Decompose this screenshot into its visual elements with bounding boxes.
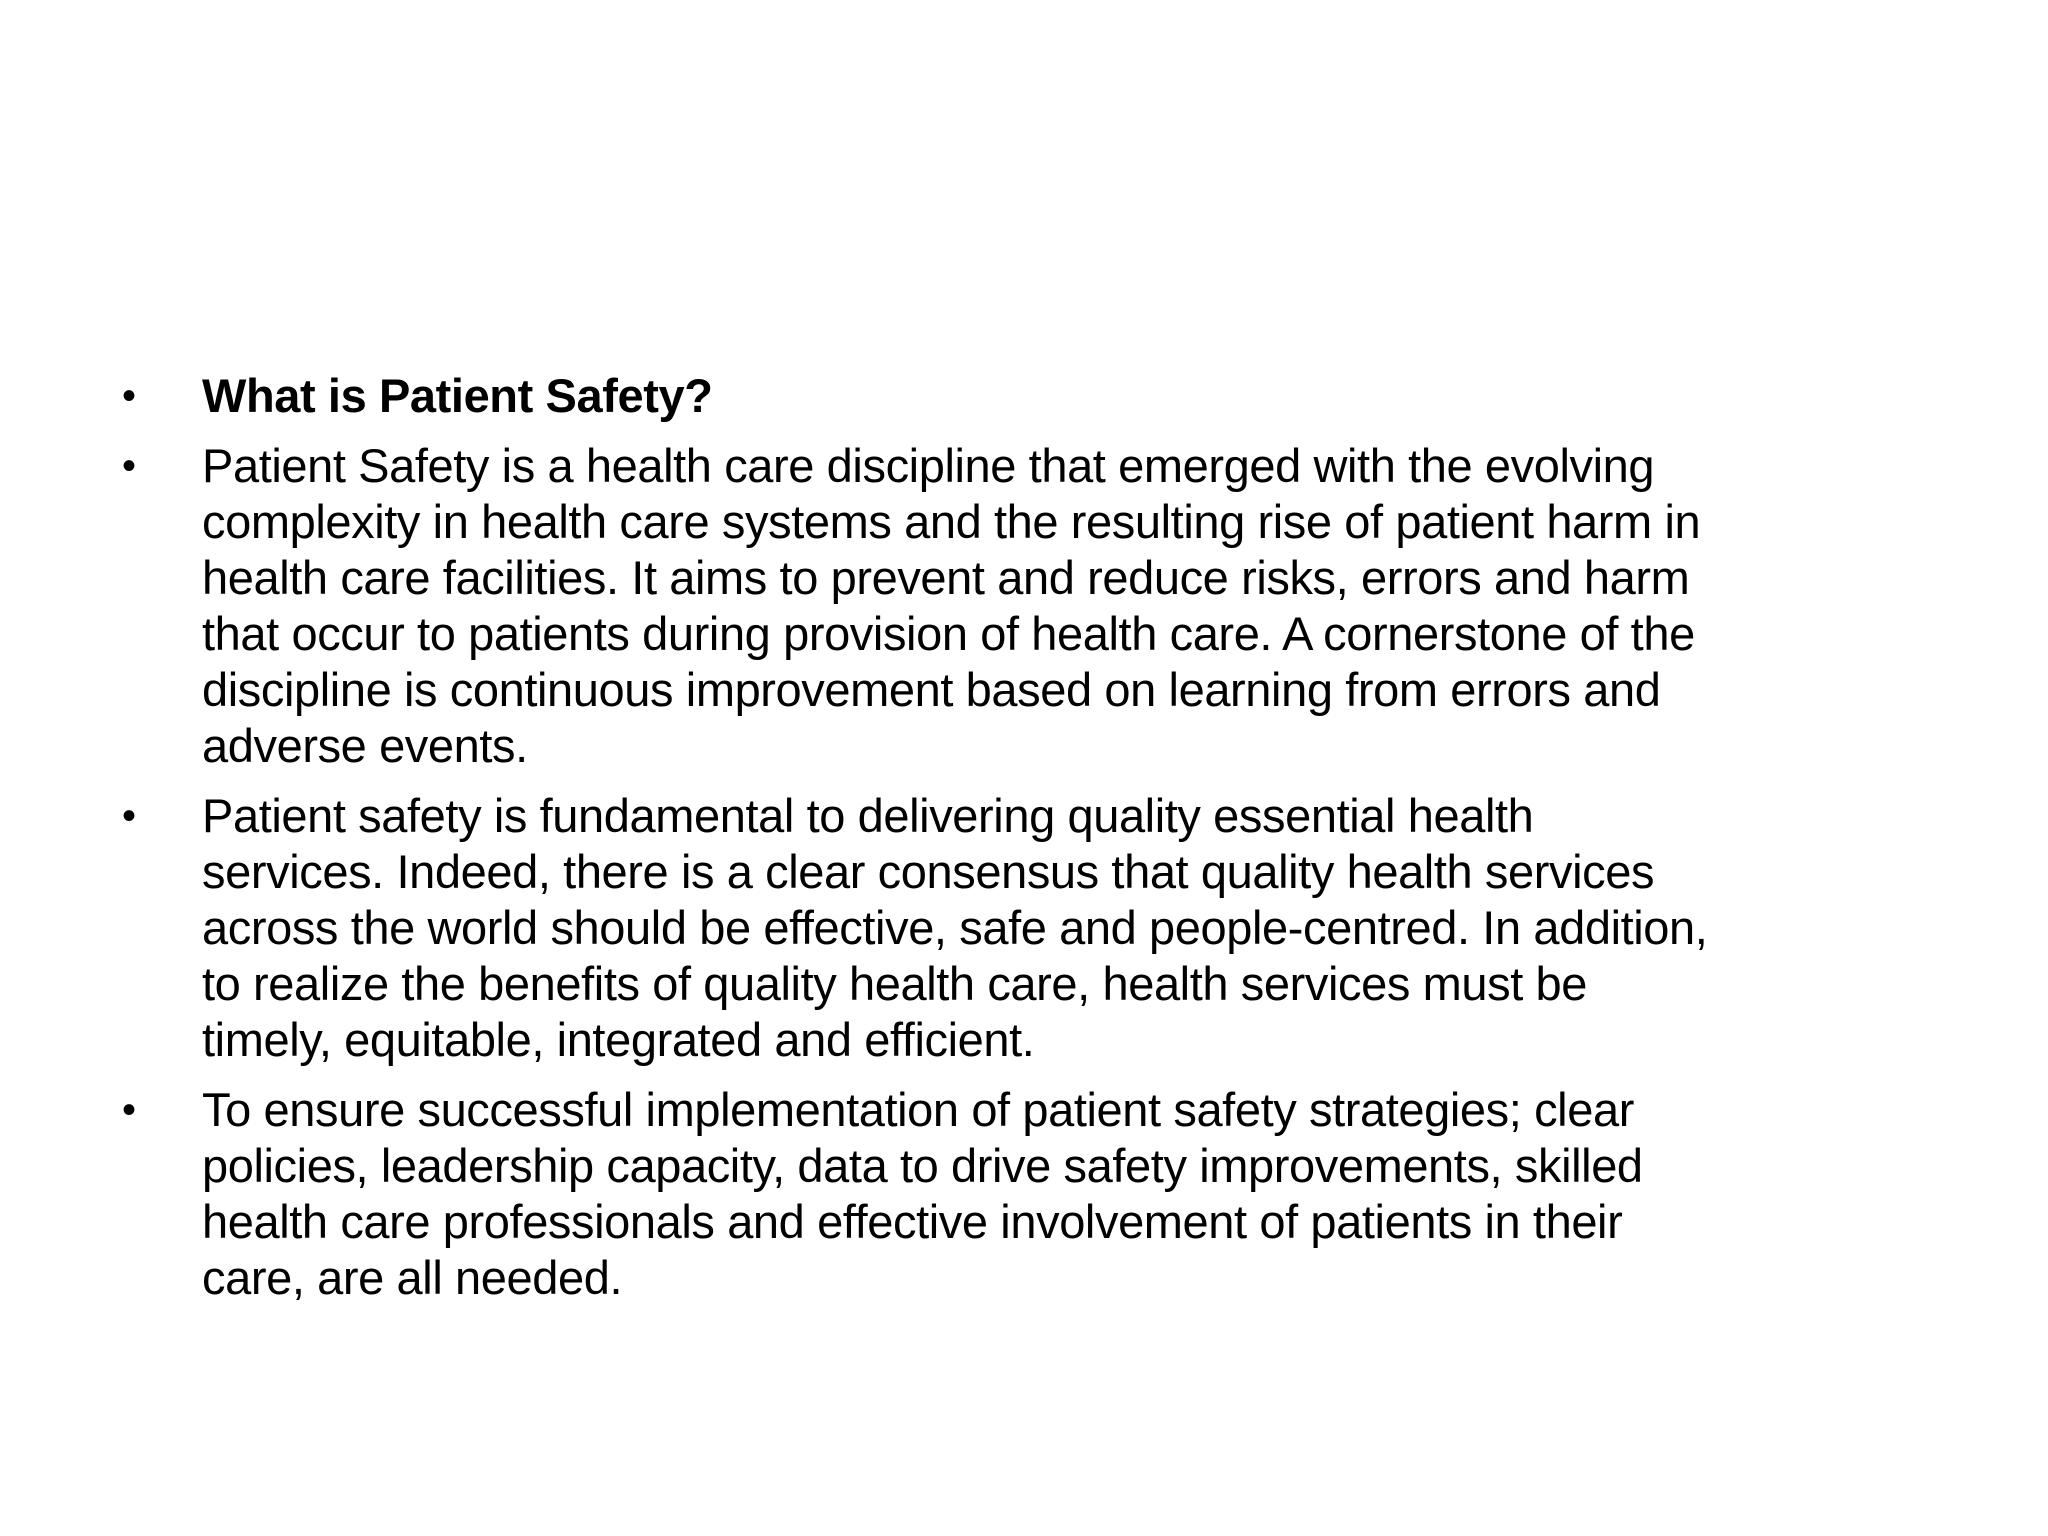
implementation-text: To ensure successful implementation of patient safety strategies; clear policies, leadership capacity, data to drive safety improvements, skilled health care professionals and effective involvement of patients in their care, are all needed. bbox=[202, 1083, 1643, 1304]
bullet-marker: • bbox=[122, 444, 137, 488]
bullet-marker: • bbox=[122, 794, 137, 838]
quality-text: Patient safety is fundamental to delivering quality essential health services. Indeed, there is a clear consensus that quality health services across the world should be effective, safe and people-centred. In addition, to realize the benefits of quality health care, health services must be timely, equitable, integrated and efficient. bbox=[202, 789, 1708, 1066]
heading-text: What is Patient Safety? bbox=[202, 369, 713, 422]
bullet-marker: • bbox=[122, 1088, 137, 1132]
bullet-item-definition bbox=[122, 438, 1962, 774]
bullet-item-quality bbox=[122, 788, 1962, 1068]
definition-text: Patient Safety is a health care discipline that emerged with the evolving complexity in health care systems and the resulting rise of patient harm in health care facilities. It aims to prevent and reduce risks, errors and harm that occur to patients during provision of health care. A cornerstone of the discipline is continuous improvement based on learning from errors and adverse events. bbox=[202, 439, 1701, 772]
bullet-item-implementation bbox=[122, 1082, 1962, 1306]
bullet-marker: • bbox=[122, 374, 137, 418]
bullet-item-heading bbox=[122, 368, 1962, 424]
bullet-list bbox=[122, 368, 1962, 1320]
